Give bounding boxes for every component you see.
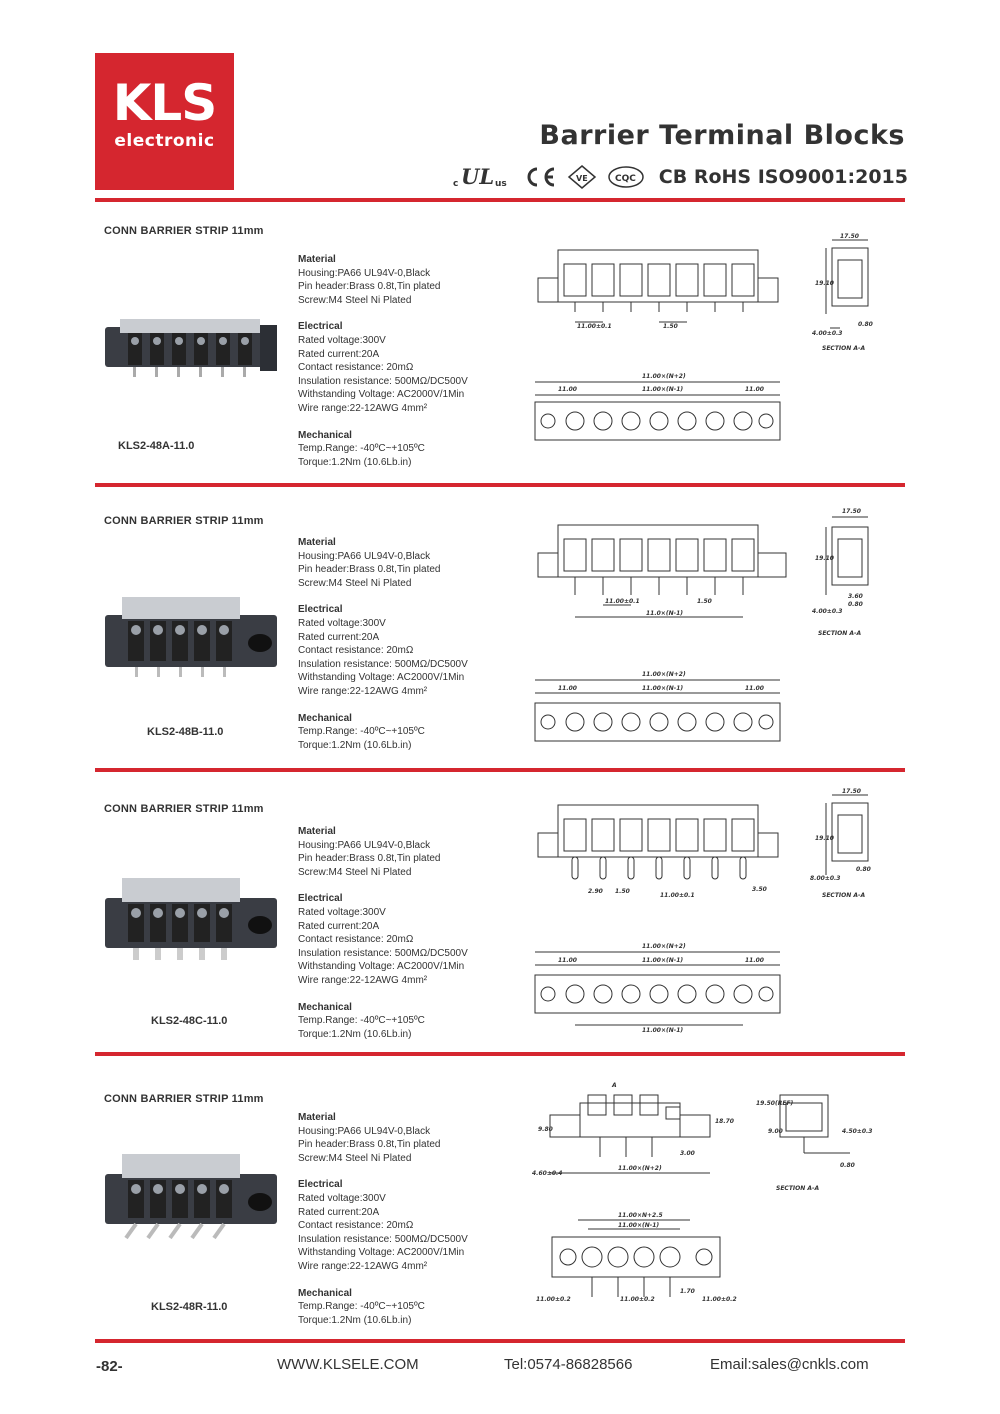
dim-label: A xyxy=(612,1082,617,1089)
spec-line: Screw:M4 Steel Ni Plated xyxy=(298,866,412,878)
dim-label: 11.00×(N+2) xyxy=(642,943,686,950)
dim-label: 11.00×(N-1) xyxy=(642,1027,684,1034)
spec-line: Housing:PA66 UL94V-0,Black xyxy=(298,1125,431,1137)
technical-drawing xyxy=(530,230,890,465)
ul-icon xyxy=(451,164,513,190)
dim-label: 11.00 xyxy=(745,957,764,964)
dim-label: 11.00×(N+2) xyxy=(642,671,686,678)
kls-logo xyxy=(95,53,234,190)
spec-line: Screw:M4 Steel Ni Plated xyxy=(298,577,412,589)
spec-line: Pin header:Brass 0.8t,Tin plated xyxy=(298,853,441,865)
divider xyxy=(95,198,905,202)
spec-line: Rated current:20A xyxy=(298,1206,380,1218)
dim-label: 11.00×(N-1) xyxy=(642,386,684,393)
divider xyxy=(95,1339,905,1343)
dim-label: 1.50 xyxy=(697,598,712,605)
svg-text:us: us xyxy=(494,179,507,189)
spec-line: Withstanding Voltage: AC2000V/1Min xyxy=(298,672,465,684)
spec-line: Insulation resistance: 500MΩ/DC500V xyxy=(298,658,468,670)
spec-line: Withstanding Voltage: AC2000V/1Min xyxy=(298,1247,465,1259)
svg-text:UL: UL xyxy=(460,164,494,189)
spec-heading: Material xyxy=(298,1112,336,1123)
spec-line: Rated voltage:300V xyxy=(298,334,386,346)
dim-label: 0.80 xyxy=(858,321,873,328)
dim-label: 1.70 xyxy=(680,1288,695,1295)
spec-line: Withstanding Voltage: AC2000V/1Min xyxy=(298,389,465,401)
dim-label: 11.00 xyxy=(558,685,577,692)
section-label: SECTION A-A xyxy=(822,892,866,899)
spec-line: Temp.Range: -40ºC~+105ºC xyxy=(298,1015,425,1027)
svg-text:CQC: CQC xyxy=(614,174,636,184)
spec-line: Withstanding Voltage: AC2000V/1Min xyxy=(298,961,465,973)
model-number: KLS2-48R-11.0 xyxy=(151,1301,228,1313)
spec-line: Torque:1.2Nm (10.6Lb.in) xyxy=(298,1314,412,1326)
spec-heading: Material xyxy=(298,254,336,265)
spec-line: Rated current:20A xyxy=(298,631,380,643)
dim-label: 11.00±0.2 xyxy=(536,1296,571,1303)
dim-label: 18.70 xyxy=(715,1118,734,1125)
dim-label: 11.00×(N-1) xyxy=(618,1222,660,1229)
dim-label: 4.60±0.4 xyxy=(532,1170,563,1177)
dim-label: 3.00 xyxy=(680,1150,695,1157)
spec-line: Temp.Range: -40ºC~+105ºC xyxy=(298,726,425,738)
spec-line: Housing:PA66 UL94V-0,Black xyxy=(298,550,431,562)
spec-line: Housing:PA66 UL94V-0,Black xyxy=(298,267,431,279)
divider xyxy=(95,483,905,487)
spec-line: Contact resistance: 20mΩ xyxy=(298,645,414,657)
spec-heading: Electrical xyxy=(298,893,343,905)
page-number: -82- xyxy=(96,1358,123,1375)
dim-label: 11.00 xyxy=(558,386,577,393)
section-title: CONN BARRIER STRIP 11mm xyxy=(104,1093,264,1105)
dim-label: 3.60 xyxy=(848,593,863,600)
dim-label: 0.80 xyxy=(840,1162,855,1169)
spec-line: Rated current:20A xyxy=(298,920,380,932)
dim-label: 17.50 xyxy=(842,508,861,515)
dim-label: 9.00 xyxy=(768,1128,783,1135)
product-photo xyxy=(100,1150,285,1245)
vde-icon xyxy=(567,164,597,190)
svg-text:c: c xyxy=(452,179,459,189)
dim-label: 11.00 xyxy=(745,685,764,692)
dim-label: 11.00±0.1 xyxy=(605,598,640,605)
dim-label: 3.50 xyxy=(752,886,767,893)
cert-text: CB RoHS ISO9001:2015 xyxy=(658,166,908,188)
section-title: CONN BARRIER STRIP 11mm xyxy=(104,803,264,815)
dim-label: 11.00 xyxy=(558,957,577,964)
spec-line: Torque:1.2Nm (10.6Lb.in) xyxy=(298,1028,412,1040)
technical-drawing xyxy=(530,785,890,1035)
divider xyxy=(95,768,905,772)
section-label: SECTION A-A xyxy=(818,630,862,637)
svg-text:VE: VE xyxy=(575,174,588,183)
spec-block xyxy=(298,536,468,765)
spec-block xyxy=(298,825,468,1054)
product-photo xyxy=(100,585,285,685)
dim-label: 17.50 xyxy=(842,788,861,795)
dim-label: 11.00±0.2 xyxy=(620,1296,655,1303)
section-label: SECTION A-A xyxy=(776,1185,820,1192)
spec-line: Insulation resistance: 500MΩ/DC500V xyxy=(298,375,468,387)
spec-line: Torque:1.2Nm (10.6Lb.in) xyxy=(298,456,412,468)
email-link[interactable]: Email:sales@cnkls.com xyxy=(710,1356,869,1373)
dim-label: 19.10 xyxy=(815,280,834,287)
dim-label: 4.50±0.3 xyxy=(842,1128,873,1135)
logo-sub: electronic xyxy=(114,131,215,151)
dim-label: 11.00×(N-1) xyxy=(642,957,684,964)
certification-row xyxy=(451,162,908,192)
dim-label: 11.00×(N-1) xyxy=(642,685,684,692)
spec-line: Wire range:22-12AWG 4mm² xyxy=(298,974,428,986)
dim-label: 1.50 xyxy=(663,323,678,330)
technical-drawing xyxy=(530,505,890,745)
section-title: CONN BARRIER STRIP 11mm xyxy=(104,515,264,527)
product-photo xyxy=(100,870,285,970)
ce-icon xyxy=(523,164,557,190)
spec-line: Wire range:22-12AWG 4mm² xyxy=(298,685,428,697)
spec-heading: Mechanical xyxy=(298,712,352,724)
dim-label: 0.80 xyxy=(848,601,863,608)
spec-line: Temp.Range: -40ºC~+105ºC xyxy=(298,1301,425,1313)
spec-heading: Electrical xyxy=(298,1179,343,1191)
spec-line: Rated voltage:300V xyxy=(298,906,386,918)
divider xyxy=(95,1052,905,1056)
telephone: Tel:0574-86828566 xyxy=(504,1356,633,1373)
spec-line: Pin header:Brass 0.8t,Tin plated xyxy=(298,1139,441,1151)
spec-line: Screw:M4 Steel Ni Plated xyxy=(298,294,412,306)
spec-line: Insulation resistance: 500MΩ/DC500V xyxy=(298,947,468,959)
section-title: CONN BARRIER STRIP 11mm xyxy=(104,225,264,237)
spec-line: Rated voltage:300V xyxy=(298,617,386,629)
spec-heading: Electrical xyxy=(298,604,343,616)
spec-line: Contact resistance: 20mΩ xyxy=(298,1220,414,1232)
page-title: Barrier Terminal Blocks xyxy=(539,120,905,151)
spec-heading: Mechanical xyxy=(298,429,352,441)
dim-label: 11.00±0.1 xyxy=(577,323,612,330)
website-link[interactable]: WWW.KLSELE.COM xyxy=(277,1356,419,1373)
dim-label: 19.10 xyxy=(815,555,834,562)
spec-line: Contact resistance: 20mΩ xyxy=(298,362,414,374)
section-label: SECTION A-A xyxy=(822,345,866,352)
spec-block xyxy=(298,253,468,482)
spec-line: Pin header:Brass 0.8t,Tin plated xyxy=(298,564,441,576)
dim-label: 11.00×(N+2) xyxy=(618,1165,662,1172)
spec-block xyxy=(298,1111,468,1340)
dim-label: 11.00±0.2 xyxy=(702,1296,737,1303)
dim-label: 11.00 xyxy=(745,386,764,393)
dim-label: 4.00±0.3 xyxy=(812,608,843,615)
dim-label: 19.10 xyxy=(815,835,834,842)
dim-label: 11.00±0.1 xyxy=(660,892,695,899)
spec-line: Contact resistance: 20mΩ xyxy=(298,934,414,946)
dim-label: 11.00×(N+2) xyxy=(642,373,686,380)
spec-line: Rated voltage:300V xyxy=(298,1192,386,1204)
dim-label: 11.00×N+2.5 xyxy=(618,1212,663,1219)
spec-heading: Material xyxy=(298,826,336,837)
spec-line: Torque:1.2Nm (10.6Lb.in) xyxy=(298,739,412,751)
cqc-icon xyxy=(607,164,645,190)
model-number: KLS2-48C-11.0 xyxy=(151,1015,228,1027)
dim-label: 9.80 xyxy=(538,1126,553,1133)
dim-label: 0.80 xyxy=(856,866,871,873)
dim-label: 19.50(REF) xyxy=(756,1100,794,1107)
product-photo xyxy=(100,305,285,385)
spec-line: Screw:M4 Steel Ni Plated xyxy=(298,1152,412,1164)
logo-main: KLS xyxy=(112,74,217,132)
dim-label: 4.00±0.3 xyxy=(812,330,843,337)
technical-drawing xyxy=(530,1075,890,1315)
model-number: KLS2-48A-11.0 xyxy=(118,440,195,452)
dim-label: 11.0×(N-1) xyxy=(646,610,684,617)
spec-line: Rated current:20A xyxy=(298,348,380,360)
dim-label: 2.90 xyxy=(588,888,603,895)
model-number: KLS2-48B-11.0 xyxy=(147,726,224,738)
spec-heading: Material xyxy=(298,537,336,548)
dim-label: 8.00±0.3 xyxy=(810,875,841,882)
dim-label: 17.50 xyxy=(840,233,859,240)
spec-line: Wire range:22-12AWG 4mm² xyxy=(298,1260,428,1272)
spec-line: Housing:PA66 UL94V-0,Black xyxy=(298,839,431,851)
spec-line: Temp.Range: -40ºC~+105ºC xyxy=(298,443,425,455)
spec-line: Wire range:22-12AWG 4mm² xyxy=(298,402,428,414)
spec-heading: Electrical xyxy=(298,321,343,333)
spec-heading: Mechanical xyxy=(298,1001,352,1013)
dim-label: 1.50 xyxy=(615,888,630,895)
spec-heading: Mechanical xyxy=(298,1287,352,1299)
spec-line: Insulation resistance: 500MΩ/DC500V xyxy=(298,1233,468,1245)
spec-line: Pin header:Brass 0.8t,Tin plated xyxy=(298,281,441,293)
